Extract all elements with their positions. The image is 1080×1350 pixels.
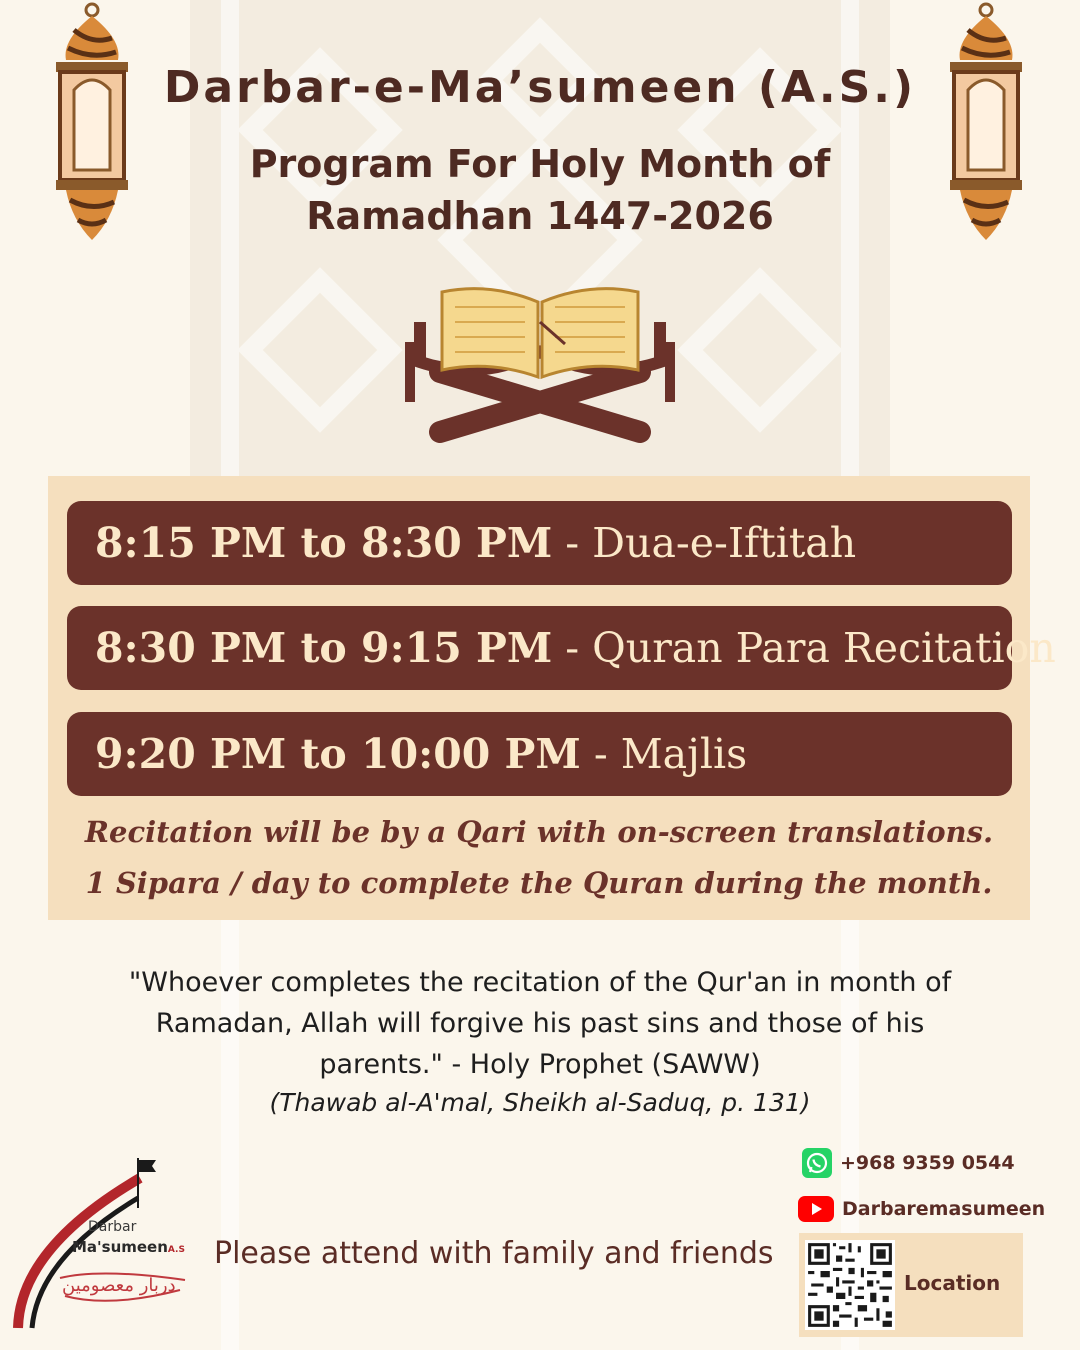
logo-text-masumeen-main: Ma'sumeen [72,1238,168,1256]
slot-time: 9:20 PM to 10:00 PM [95,730,581,778]
schedule-slot [67,606,1056,690]
schedule-slot [67,501,1012,585]
page-subtitle-line2: Ramadhan 1447-2026 [306,194,774,238]
sipara-note: 1 Sipara / day to complete the Quran during the month. [85,866,993,900]
recitation-note: Recitation will be by a Qari with on-screen translations. [84,815,994,849]
whatsapp-contact[interactable] [802,1148,1015,1178]
hadith-quote: "Whoever completes the recitation of the Qur'an in month of Ramadan, Allah will forgive his past sins and those of his parents." - Holy Prophet (SAWW) [128,967,952,1080]
logo-text-masumeen [72,1238,185,1256]
logo-text-darbar: Darbar [88,1219,137,1235]
quran-stand-icon [400,282,680,452]
hadith-citation: (Thawab al-A'mal, Sheikh al-Saduq, p. 131) [269,1088,811,1117]
slot-separator: - [552,519,593,567]
slot-event: Majlis [620,730,748,778]
qr-code[interactable] [805,1240,895,1330]
youtube-icon [798,1196,834,1222]
slot-event: Quran Para Recitation [592,624,1056,672]
schedule-slot [67,712,1012,796]
phone-number: +968 9359 0544 [840,1152,1015,1174]
page-title: Darbar-e-Ma’sumeen (A.S.) [163,62,917,113]
slot-separator: - [552,624,593,672]
slot-time: 8:30 PM to 9:15 PM [95,624,553,672]
whatsapp-icon [802,1148,832,1178]
location-label[interactable]: Location [904,1271,1001,1295]
logo-flag [138,1160,156,1172]
slot-event: Dua-e-Iftitah [592,519,857,567]
page-subtitle-line1: Program For Holy Month of [249,142,831,186]
slot-separator: - [580,730,621,778]
attend-message: Please attend with family and friends [214,1236,774,1271]
svg-text:دربار معصومین: دربار معصومین [62,1275,176,1296]
youtube-contact[interactable] [798,1196,1045,1222]
slot-time: 8:15 PM to 8:30 PM [95,519,553,567]
logo-text-as: A.S [167,1245,185,1255]
youtube-channel: Darbaremasumeen [842,1198,1046,1220]
